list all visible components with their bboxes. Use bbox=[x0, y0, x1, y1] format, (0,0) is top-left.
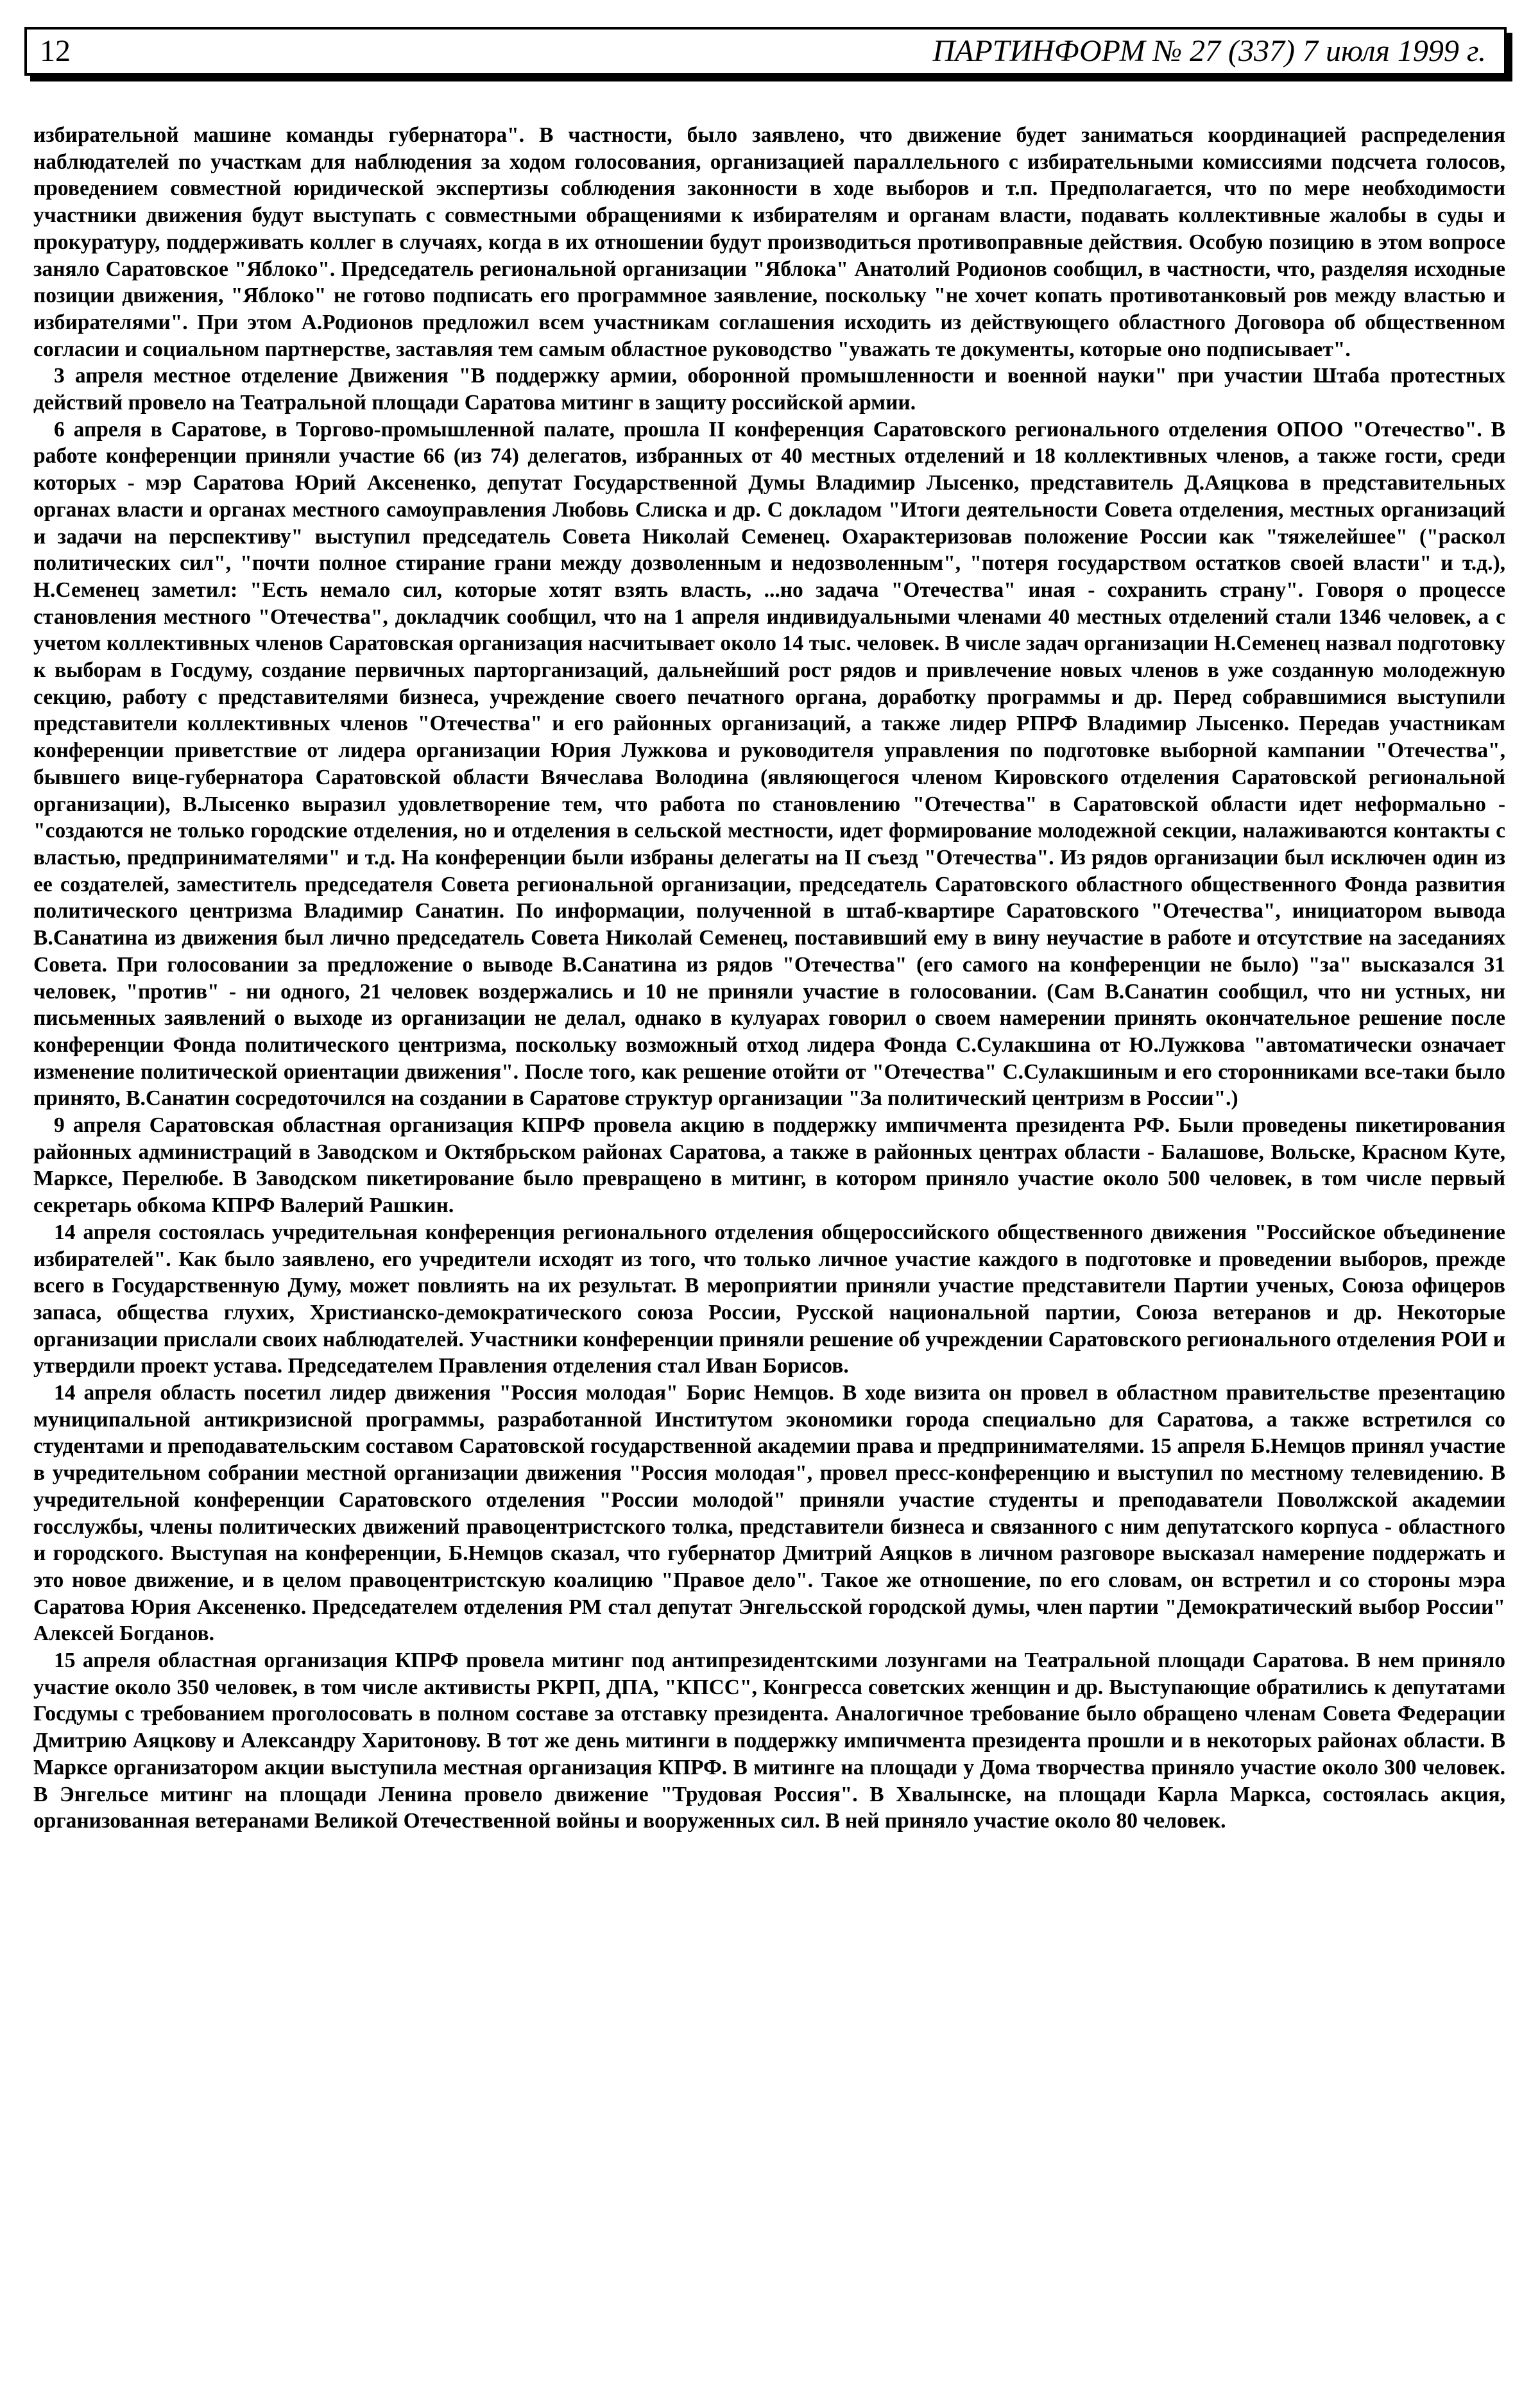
article-paragraph: 15 апреля областная организация КПРФ провела митинг под антипрезидентскими лозунгами на Театральной площади Саратова. В нем приняло участие около 350 человек, в том числе активисты РКРП, ДПА, "КПСС", Конгресса советских женщин и др. Выступающие обратились к депутатами Госдумы с требованием проголосовать в полном составе за отставку президента. Аналогичное требование было обращено членам Совета Федерации Дмитрию Аяцкову и Александру Харитонову. В тот же день митинги в поддержку импичмента президента прошли и в некоторых районах области. В Марксе организатором акции выступила местная организация КПРФ. В митинге на площади у Дома творчества приняло участие около 300 человек. В Энгельсе митинг на площади Ленина провело движение "Трудовая Россия". В Хвалынске, на площади Карла Маркса, состоялась акция, организованная ветеранами Великой Отечественной войны и вооруженных сил. В ней приняло участие около 80 человек. bbox=[33, 1649, 1505, 1833]
page-header bbox=[24, 27, 1507, 76]
article-body bbox=[33, 122, 1505, 1835]
article-paragraph: избирательной машине команды губернатора". В частности, было заявлено, что движение будет заниматься координацией распределения наблюдателей по участкам для наблюдения за ходом голосования, организацией параллельного с избирательными комиссиями подсчета голосов, проведением совместной юридической экспертизы соблюдения законности в ходе выборов и т.п. Предполагается, что по мере необходимости участники движения будут выступать с совместными обращениями к избирателям и органам власти, подавать коллективные жалобы в суды и прокуратуру, поддерживать коллег в случаях, когда в их отношении будут производиться противоправные действия. Особую позицию в этом вопросе заняло Саратовское "Яблоко". Председатель региональной организации "Яблока" Анатолий Родионов сообщил, в частности, что, разделяя исходные позиции движения, "Яблоко" не готово подписать его программное заявление, поскольку "не хочет копать противотанковый ров между властью и избирателями". При этом А.Родионов предложил всем участникам соглашения исходить из действующего областного Договора об общественном согласии и социальном партнерстве, заставляя тем самым областное руководство "уважать те документы, которые оно подписывает". bbox=[33, 123, 1505, 361]
article-paragraph: 6 апреля в Саратове, в Торгово-промышленной палате, прошла II конференция Саратовского регионального отделения ОПОО "Отечество". В работе конференции приняли участие 66 (из 74) делегатов, избранных от 40 местных отделений и 18 коллективных членов, а также гости, среди которых - мэр Саратова Юрий Аксененко, депутат Государственной Думы Владимир Лысенко, представитель Д.Аяцкова в представительных органах власти и органах местного самоуправления Любовь Слиска и др. С докладом "Итоги деятельности Совета отделения, местных организаций и задачи на перспективу" выступил председатель Совета Николай Семенец. Охарактеризовав положение России как "тяжелейшее" ("раскол политических сил", "почти полное стирание грани между дозволенным и недозволенным", "потеря государством остатков своей власти" и т.д.), Н.Семенец заметил: "Есть немало сил, которые хотят взять власть, ...но задача "Отечества" иная - сохранить страну". Говоря о процессе становления местного "Отечества", докладчик сообщил, что на 1 апреля индивидуальными членами 40 местных отделений стали 1346 человек, а с учетом коллективных членов Саратовская организация насчитывает около 14 тыс. человек. В числе задач организации Н.Семенец назвал подготовку к выборам в Госдуму, создание первичных парторганизаций, дальнейший рост рядов и привлечение новых членов в уже созданную молодежную секцию, работу с представителями бизнеса, учреждение своего печатного органа, доработку программы и др. Перед собравшимися выступили представители коллективных членов "Отечества" и его районных организаций, а также лидер РПРФ Владимир Лысенко. Передав участникам конференции приветствие от лидера организации Юрия Лужкова и руководителя управления по подготовке выборной кампании "Отечества", бывшего вице-губернатора Саратовской области Вячеслава Володина (являющегося членом Кировского отделения Саратовской региональной организации), В.Лысенко выразил удовлетворение тем, что работа по становлению "Отечества" в Саратовской области идет неформально - "создаются не только городские отделения, но и отделения в сельской местности, идет формирование молодежной секции, налаживаются контакты с властью, предпринимателями" и т.д. На конференции были избраны делегаты на II съезд "Отечества". Из рядов организации был исключен один из ее создателей, заместитель председателя Совета региональной организации, председатель Саратовского областного общественного Фонда развития политического центризма Владимир Санатин. По информации, полученной в штаб-квартире Саратовского "Отечества", инициатором вывода В.Санатина из движения был лично председатель Совета Николай Семенец, поставивший ему в вину неучастие в работе и отсутствие на заседаниях Совета. При голосовании за предложение о выводе В.Санатина из рядов "Отечества" (его самого на конференции не было) "за" высказался 31 человек, "против" - ни одного, 21 человек воздержались и 10 не приняли участие в голосовании. (Сам В.Санатин сообщил, что ни устных, ни письменных заявлений о выходе из организации не делал, однако в кулуарах говорил о своем намерении принять окончательное решение после конференции Фонда политического центризма, поскольку возможный отход лидера Фонда С.Сулакшина от Ю.Лужкова "автоматически означает изменение политической ориентации движения". После того, как решение отойти от "Отечества" С.Сулакшиным и его сторонниками все-таки было принято, В.Санатин сосредоточился на создании в Саратове структур организации "За политический центризм в России".) bbox=[33, 417, 1505, 1111]
page-number: 12 bbox=[40, 34, 71, 68]
article-paragraph: 14 апреля область посетил лидер движения "Россия молодая" Борис Немцов. В ходе визита он провел в областном правительстве презентацию муниципальной антикризисной программы, разработанной Институтом экономики города специально для Саратова, а также встретился со студентами и преподавательским составом Саратовской государственной академии права и предпринимателями. 15 апреля Б.Немцов принял участие в учредительном собрании местной организации движения "Россия молодая", провел пресс-конференцию и выступил по местному телевидению. В учредительной конференции Саратовского отделения "России молодой" приняли участие студенты и преподаватели Поволжской академии госслужбы, члены политических движений правоцентристского толка, представители бизнеса и связанного с ним депутатского корпуса - областного и городского. Выступая на конференции, Б.Немцов сказал, что губернатор Дмитрий Аяцков в личном разговоре высказал намерение поддержать и это новое движение, и в целом правоцентристскую коалицию "Правое дело". Такое же отношение, по его словам, он встретил и со стороны мэра Саратова Юрия Аксененко. Председателем отделения РМ стал депутат Энгельсской городской думы, член партии "Демократический выбор России" Алексей Богданов. bbox=[33, 1381, 1505, 1646]
issue-info: ПАРТИНФОРМ № 27 (337) 7 июля 1999 г. bbox=[932, 34, 1486, 68]
article-paragraph: 9 апреля Саратовская областная организация КПРФ провела акцию в поддержку импичмента президента РФ. Были проведены пикетирования районных администраций в Заводском и Октябрьском районах Саратова, а также в районных центрах области - Балашове, Вольске, Красном Куте, Марксе, Перелюбе. В Заводском пикетирование было превращено в митинг, в котором приняло участие около 500 человек, в том числе первый секретарь обкома КПРФ Валерий Рашкин. bbox=[33, 1113, 1505, 1218]
article-paragraph: 14 апреля состоялась учредительная конференция регионального отделения общероссийского общественного движения "Российское объединение избирателей". Как было заявлено, его учредители исходят из того, что только личное участие каждого в подготовке и проведении выборов, прежде всего в Государственную Думу, может повлиять на их результат. В мероприятии приняли участие представители Партии ученых, Союза офицеров запаса, общества глухих, Христианско-демократического союза России, Русской национальной партии, Союза ветеранов и др. Некоторые организации прислали своих наблюдателей. Участники конференции приняли решение об учреждении Саратовского регионального отделения РОИ и утвердили проект устава. Председателем Правления отделения стал Иван Борисов. bbox=[33, 1220, 1505, 1378]
article-paragraph: 3 апреля местное отделение Движения "В поддержку армии, оборонной промышленности и военной науки" при участии Штаба протестных действий провело на Театральной площади Саратова митинг в защиту российской армии. bbox=[33, 364, 1505, 415]
